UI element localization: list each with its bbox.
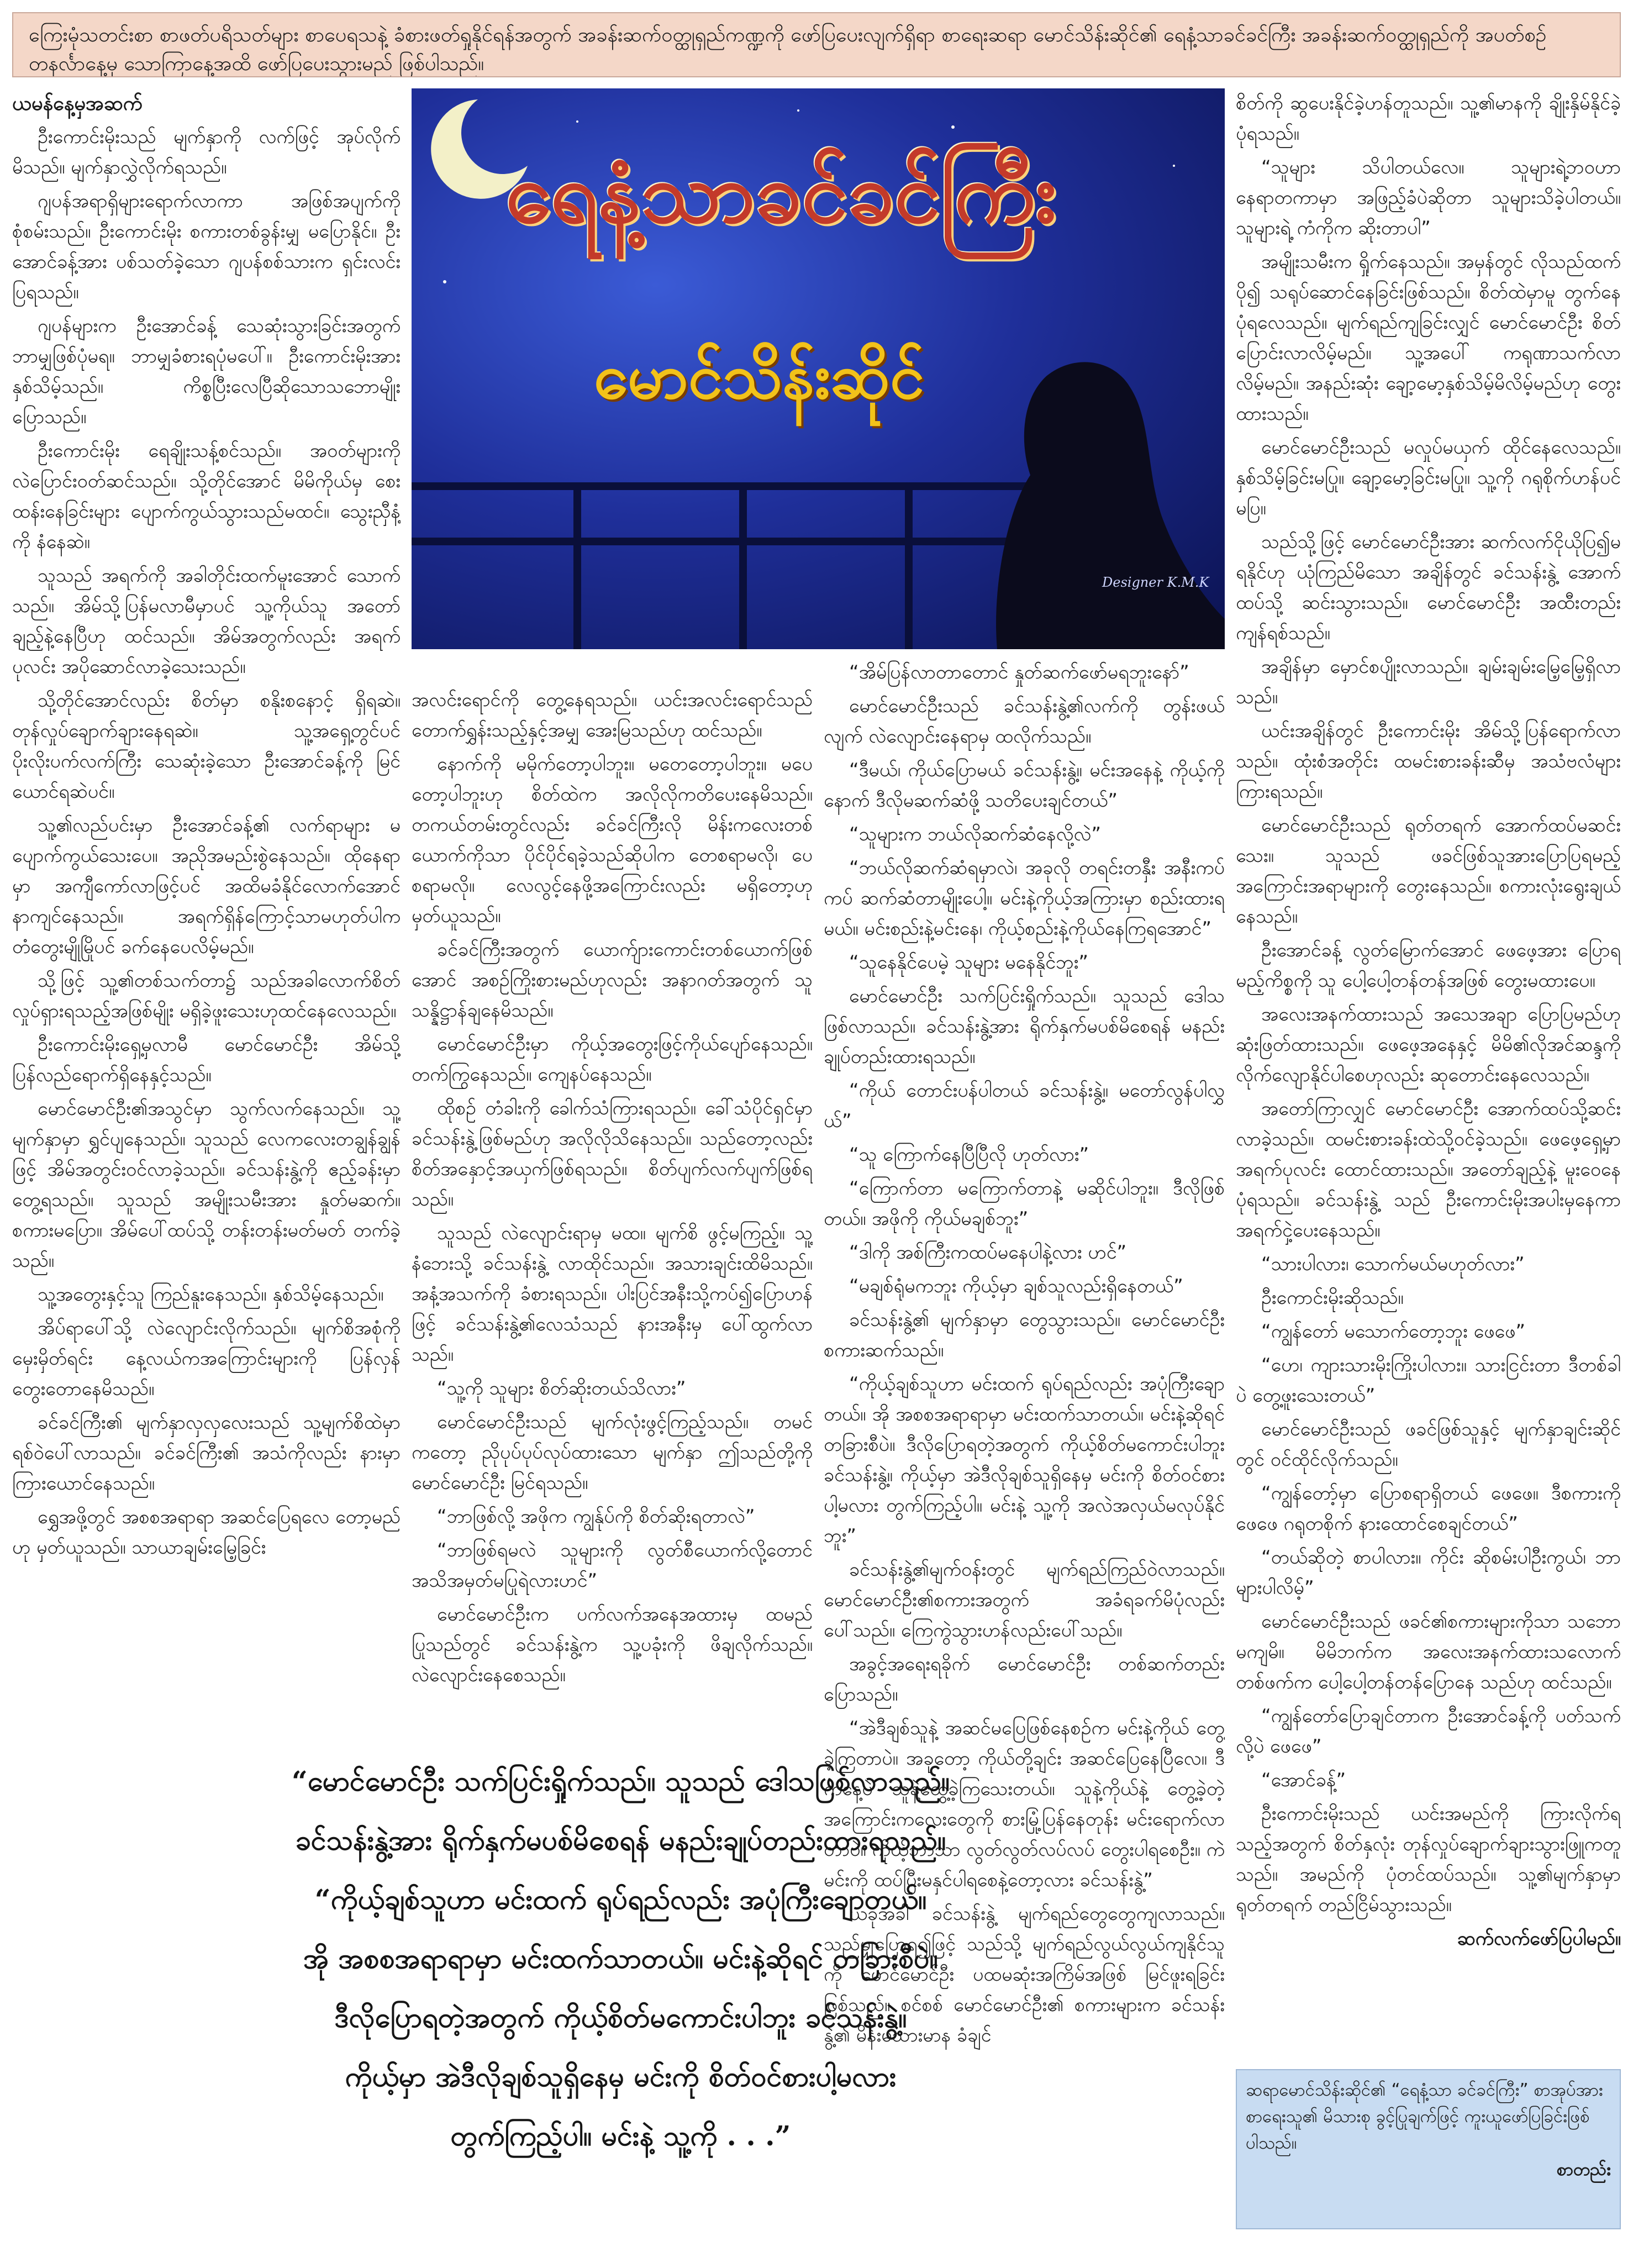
- paragraph: ယင်းအချိန်တွင် ဦးကောင်းမိုး အိမ်သို့ပြန်ရောက်လာသည်။ ထုံးစံအတိုင်း ထမင်းစားခန်းဆီမှ အသံဗလံများ ကြားရသည်။: [1236, 720, 1621, 803]
- paragraph: သူသည် အရက်ကို အခါတိုင်းထက်မူးအောင် သောက်သည်။ အိမ်သို့ပြန်မလာမီမှာပင် သူ့ကိုယ်သူ အတော်ချည့်နဲ့နေပြီဟု ထင်သည်။ အိမ်အတွက်လည်း အရက်ပုလင်း အပိုဆောင်လာခဲ့သေးသည်။: [12, 565, 401, 678]
- column-2: [412, 685, 813, 1714]
- paragraph: “သူနေနိုင်ပေမဲ့ သူများ မနေနိုင်ဘူး”: [849, 951, 1089, 973]
- paragraph: ယခုအခါ ခင်သန်းနွဲ့ မျက်ရည်တွေတွေကျလာသည်။ သည်မျှပြောရ၍ဖြင့် သည်သို့ မျက်ရည်လွယ်လွယ်ကျနိုင်သူကို မောင်မောင်ဦး ပထမဆုံးအကြိမ်အဖြစ် မြင်ဖူးရခြင်းဖြစ်သည်။ စင်စစ် မောင်မောင်ဦး၏ စကားများက ခင်သန်းနွဲ့၏ မိန်းမသားမာန ခံချင်: [824, 1903, 1225, 2046]
- paragraph: မောင်မောင်ဦးမှာ ကိုယ့်အတွေးဖြင့်ကိုယ်ပျော်နေသည်။ တက်ကြွနေသည်။ ကျေနပ်နေသည်။: [412, 1033, 813, 1086]
- window-frame: [412, 486, 1047, 649]
- paragraph: ဦးအောင်ခန့် လွတ်မြောက်အောင် ဖေဖေ့အား ပြောရမည့်ကိစ္စကို သူ ပေါ့ပေါ့တန်တန်အဖြစ် တွေးမထားပေ။: [1236, 939, 1621, 992]
- paragraph: သည်သို့ဖြင့် မောင်မောင်ဦးအား ဆက်လက်ငိုယိုပြ၍မရနိုင်ဟု ယုံကြည်မိသော အချိန်တွင် ခင်သန်းနွဲ့ အောက်ထပ်သို့ ဆင်းသွားသည်။ မောင်မောင်ဦး အထီးတည်း ကျန်ရစ်သည်။: [1236, 531, 1621, 644]
- paragraph: “ကိုယ့်ချစ်သူဟာ မင်းထက် ရုပ်ရည်လည်း အပုံကြီးချောတယ်။ အို အစစအရာရာမှာ မင်းထက်သာတယ်။ မင်းနဲ့ဆိုရင် တခြားစီပဲ။ ဒီလိုပြောရတဲ့အတွက် ကိုယ့်စိတ်မကောင်းပါဘူး ခင်သန်းနွဲ့။ ကိုယ့်မှာ အဲဒီလိုချစ်သူရှိနေမှ မင်းကို စိတ်ဝင်စားပါ့မလား တွက်ကြည့်ပါ။ မင်းနဲ့ သူ့ကို အလဲအလှယ်မလုပ်နိုင်ဘူး”: [824, 1373, 1225, 1547]
- paragraph: “ကိုယ် တောင်းပန်ပါတယ် ခင်သန်းနွဲ့။ မတော်လွန်ပါလွှယ်”: [824, 1080, 1225, 1132]
- paragraph: နောက်ကို မမိုက်တော့ပါဘူး။ မတေတော့ပါဘူး။ မပေတော့ပါဘူးဟု စိတ်ထဲက အလိုလိုကတိပေးနေမိသည်။ တကယ်တမ်းတွင်လည်း ခင်ခင်ကြီးလို မိန်းကလေးတစ်ယောက်ကိုသာ ပိုင်ပိုင်ရခဲ့သည်ဆိုပါက တေစရာမလို၊ ပေစရာမလို။ လေလွင့်နေဖို့အကြောင်းလည်း မရှိတော့ဟု မှတ်ယူသည်။: [412, 753, 813, 927]
- paragraph: “ကျွန်တော့်မှာ ပြောစရာရှိတယ် ဖေဖေ။ ဒီစကားကို ဖေဖေ ဂရုတစိုက် နားထောင်စေချင်တယ်”: [1236, 1482, 1621, 1535]
- paragraph: “ဘယ်လိုဆက်ဆံရမှာလဲ၊ အခုလို တရင်းတနှီး အနီးကပ်ကပ် ဆက်ဆံတာမျိုးပေါ့။ မင်းနဲ့ကိုယ့်အကြားမှာ စည်းထားရမယ်။ မင်းစည်းနဲ့မင်းနေ၊ ကိုယ့်စည်းနဲ့ကိုယ်နေကြရအောင်”: [824, 857, 1225, 940]
- paragraph: “မချစ်ရုံမကဘူး ကိုယ့်မှာ ချစ်သူလည်းရှိနေတယ်”: [849, 1275, 1183, 1297]
- paragraph: ဦးကောင်းမိုးရှေ့မှလာမီ မောင်မောင်ဦး အိမ်သို့ ပြန်လည်ရောက်ရှိနေနှင့်သည်။: [12, 1034, 401, 1086]
- paragraph: သို့ဖြင့် သူ့၏တစ်သက်တာ၌ သည်အခါလောက်စိတ်လှုပ်ရှားရသည့်အဖြစ်မျိုး မရှိခဲ့ဖူးသေးဟုထင်နေလေသည်။: [12, 970, 401, 1022]
- editor-signature: စာတည်း: [1556, 2160, 1611, 2180]
- paragraph: “ကျွန်တော်ပြောချင်တာက ဦးအောင်ခန့်ကို ပတ်သက်လို့ပဲ ဖေဖေ”: [1236, 1705, 1621, 1757]
- cover-designer-signature: Designer K.M.K: [1102, 575, 1209, 590]
- paragraph: ထိုစဉ် တံခါးကို ခေါက်သံကြားရသည်။ ခေါ်သံပိုင်ရှင်မှာ ခင်သန်းနွဲ့ဖြစ်မည်ဟု အလိုလိုသိနေသည်။ သည်တော့လည်း စိတ်အနှောင့်အယှက်ဖြစ်ရသည်။ စိတ်ပျက်လက်ပျက်ဖြစ်ရသည်။: [412, 1097, 813, 1211]
- paragraph: သူ့၏လည်ပင်းမှာ ဦးအောင်ခန့်၏ လက်ရာများ မပျောက်ကွယ်သေးပေ။ အညိုအမည်းစွဲနေသည်။ ထိုနေရာမှာ အကျီကော်လာဖြင့်ပင် အထိမခံနိုင်လောက်အောင် နာကျင်နေသည်။ အရက်ရှိန်ကြောင့်သာမဟုတ်ပါက တံတွေးမျိုမြိုပင် ခက်နေပေလိမ့်မည်။: [12, 814, 401, 958]
- paragraph: ဦးကောင်းမိုးဆိုသည်။: [1261, 1287, 1404, 1309]
- pull-quote-line: တွက်ကြည့်ပါ။ မင်းနဲ့ သူ့ကို . . .”: [450, 2119, 791, 2152]
- pull-quote-line: ဒီလိုပြောရတဲ့အတွက် ကိုယ့်စိတ်မကောင်းပါဘူး ခင်သန်းနွဲ့။: [334, 2001, 907, 2034]
- paragraph: “သားပါလား၊ သောက်မယ်မဟုတ်လား”: [1261, 1253, 1525, 1275]
- paragraph: “အိမ်ပြန်လာတာတောင် နှုတ်ဆက်ဖော်မရဘူးနော်”: [849, 661, 1189, 683]
- paragraph: အမျိုးသမီးက ရှိုက်နေသည်။ အမှန်တွင် လိုသည်ထက်ပို၍ သရုပ်ဆောင်နေခြင်းဖြစ်သည်။ စိတ်ထဲမှာမူ တွက်နေပုံရလေသည်။ မျက်ရည်ကျခြင်းလျှင် မောင်မောင်ဦး စိတ်ပြောင်းလာလိမ့်မည်။ သူ့အပေါ် ကရုဏာသက်လာလိမ့်မည်။ အနည်းဆုံး ချော့မော့နှစ်သိမ့်မိလိမ့်မည်ဟု တွေးထားသည်။: [1236, 251, 1621, 425]
- paragraph: အလေးအနက်ထားသည် အသေအချာ ပြောပြမည်ဟု ဆုံးဖြတ်ထားသည်။ ဖေဖေ့အနေနှင့် မိမိ၏လိုအင်ဆန္ဒကို လိုက်လျောနိုင်ပါစေဟုလည်း ဆုတောင်းနေလေသည်။: [1236, 1003, 1621, 1086]
- cover-author: မောင်သိန်းဆိုင်: [594, 341, 925, 413]
- paragraph: မောင်မောင်ဦးသည် မလှုပ်မယှက် ထိုင်နေလေသည်။ နှစ်သိမ့်ခြင်းမပြု။ ချော့မော့ခြင်းမပြု။ သူ့ကို ဂရုစိုက်ဟန်ပင် မပြ။: [1236, 436, 1621, 519]
- paragraph: “ဒါကို အစ်ကြီးကထပ်မနေပါနဲ့လား ဟင်”: [849, 1241, 1127, 1264]
- paragraph: သို့တိုင်အောင်လည်း စိတ်မှာ စနိုးစနောင့် ရှိရဆဲ။ တုန်လှုပ်ချောက်ချားနေရဆဲ။ သူ့အရှေ့တွင်ပင် ပိုးလိုးပက်လက်ကြီး သေဆုံးခဲ့သော ဦးအောင်ခန့်ကို မြင်ယောင်ရဆဲပင်။: [12, 690, 401, 803]
- outro-text: ဆရာမောင်သိန်းဆိုင်၏ “ရေနံ့သာ ခင်ခင်ကြီး” စာအုပ်အား စာရေးသူ၏ မိသားစု ခွင့်ပြုချက်ဖြင့် ကူးယူဖော်ပြခြင်းဖြစ်ပါသည်။: [1246, 2080, 1603, 2153]
- paragraph: “အောင်ခန့်”: [1261, 1769, 1346, 1791]
- paragraph: ခင်ခင်ကြီး၏ မျက်နှာလှလှလေးသည် သူ့မျက်စိထဲမှာ ရစ်ဝဲပေါ်လာသည်။ ခင်ခင်ကြီး၏ အသံကိုလည်း နားမှာ ကြားယောင်နေသည်။: [12, 1412, 401, 1495]
- paragraph: သူ့အတွေးနှင့်သူ ကြည်နူးနေသည်။ နှစ်သိမ့်နေသည်။: [38, 1283, 384, 1306]
- paragraph: ခင်ခင်ကြီးအတွက် ယောက်ျားကောင်းတစ်ယောက်ဖြစ်အောင် အစဉ်ကြိုးစားမည်ဟုလည်း အနာဂတ်အတွက် သူ သန္နိဋ္ဌာန်ချနေမိသည်။: [412, 939, 813, 1022]
- paragraph: အတော်ကြာလျှင် မောင်မောင်ဦး အောက်ထပ်သို့ဆင်းလာခဲ့သည်။ ထမင်းစားခန်းထဲသို့ဝင်ခဲ့သည်။ ဖေဖေ့ရှေ့မှာ အရက်ပုလင်း ထောင်ထားသည်။ အတော်ချည့်နဲ့ မူးဝေနေပုံရသည်။ ခင်သန်းနွဲ့ သည် ဦးကောင်းမိုးအပါးမှနေကာ အရက်ငှဲ့ပေးနေသည်။: [1236, 1098, 1621, 1241]
- cover-title: ရေနံ့သာခင်ခင်ကြီး: [505, 145, 1057, 241]
- paragraph: “သူများ သိပါတယ်လေ။ သူများရဲ့ဘဝဟာ နေရာတကာမှာ အဖြည့်ခံပဲဆိုတာ သူများသိခဲ့ပါတယ်။ သူများရဲ့ ကံကိုက ဆိုးတာပါ”: [1236, 156, 1621, 239]
- outro-note: [1236, 2069, 1621, 2229]
- paragraph: ရွှေအဖို့တွင် အစစအရာရာ အဆင်ပြေရလေ တော့မည်ဟု မှတ်ယူသည်။ သာယာချမ်းမြေ့ခြင်း: [12, 1506, 401, 1559]
- paragraph: ဦးကောင်းမိုးသည် ယင်းအမည်ကို ကြားလိုက်ရသည့်အတွက် စိတ်နှလုံး တုန်လှုပ်ချောက်ချားသွားဖြူကတူသည်။ အမည်ကို ပုံတင်ထပ်သည်။ သူ့၏မျက်နှာမှာ ရုတ်တရက် တည်ငြိမ်သွားသည်။: [1236, 1803, 1621, 1916]
- pull-quote-line: အို အစစအရာရာမှာ မင်းထက်သာတယ်။ မင်းနဲ့ဆိုရင် တခြားစီပဲ။: [303, 1942, 938, 1975]
- paragraph: အလင်းရောင်ကို တွေ့နေရသည်။ ယင်းအလင်းရောင်သည် တောက်ရွှန်းသည့်နှင့်အမျှ အေးမြသည်ဟု ထင်သည်။: [412, 689, 813, 741]
- pull-quote-line: ကိုယ့်မှာ အဲဒီလိုချစ်သူရှိနေမှ မင်းကို စိတ်ဝင်စားပါ့မလား: [345, 2060, 897, 2093]
- column-1: [12, 88, 401, 1714]
- paragraph: ဦးကောင်းမိုးသည် မျက်နှာကို လက်ဖြင့် အုပ်လိုက်မိသည်။ မျက်နှာလွှဲလိုက်ရသည်။: [12, 126, 401, 178]
- to-be-continued: ဆက်လက်ဖော်ပြပါမည်။: [1457, 1928, 1621, 1950]
- paragraph: အချိန်မှာ မှောင်စပျိုးလာသည်။ ချမ်းချမ်းမြေ့မြေ့ရှိလာသည်။: [1236, 656, 1621, 708]
- paragraph: “ကျွန်တော် မသောက်တော့ဘူး ဖေဖေ”: [1261, 1320, 1525, 1343]
- paragraph: မောင်မောင်ဦးက ပက်လက်အနေအထားမှ ထမည်ပြုသည်တွင် ခင်သန်းနွဲ့က သူ့ပခုံးကို ဖိချလိုက်သည်။ လဲလျောင်းနေစေသည်။: [412, 1603, 813, 1686]
- paragraph: မောင်မောင်ဦးသည် မျက်လုံးဖွင့်ကြည့်သည်။ တမင်ကတော့ ညိုပုပ်ပုပ်လုပ်ထားသော မျက်နှာ ဤသည်တို့ကို မောင်မောင်ဦး မြင်ရသည်။: [412, 1411, 813, 1494]
- paragraph: “တယ်ဆိုတဲ့ စာပါလား။ ကိုင်း ဆိုစမ်းပါဦးကွယ်၊ ဘာများပါလိမ့်”: [1236, 1546, 1621, 1599]
- paragraph: အခွင့်အရေးရခိုက် မောင်မောင်ဦး တစ်ဆက်တည်းပြောသည်။: [824, 1653, 1225, 1706]
- column-1-paragraphs: [12, 122, 401, 1563]
- pull-quote: [17, 1751, 1225, 2238]
- paragraph: “ဘာဖြစ်ရမလဲ သူများကို လွတ်စီယောက်လို့တောင် အသိအမှတ်မပြုရဲလားဟင်”: [412, 1539, 813, 1592]
- paragraph: ဦးကောင်းမိုး ရေချိုးသန့်စင်သည်။ အဝတ်များကို လဲပြောင်းဝတ်ဆင်သည်။ သို့တိုင်အောင် မိမိကိုယ်မှ စေးထန်းနေခြင်းများ ပျောက်ကွယ်သွားသည်မထင်။ သွေးညှီနံ့ကို နံနေဆဲ။: [12, 440, 401, 553]
- paragraph: မောင်မောင်ဦးသည် ရုတ်တရက် အောက်ထပ်မဆင်းသေး။ သူသည် ဖခင်ဖြစ်သူအားပြောပြရမည့် အကြောင်းအရာများကို တွေးနေသည်။ စကားလုံးရွေးချယ်နေသည်။: [1236, 814, 1621, 928]
- paragraph: မောင်မောင်ဦးသည် ခင်သန်းနွဲ့၏လက်ကို တွန်းဖယ်လျက် လဲလျောင်းနေရာမှ ထလိုက်သည်။: [824, 695, 1225, 748]
- column-4: [1236, 88, 1621, 2036]
- paragraph: ခင်သန်းနွဲ့၏မျက်ဝန်းတွင် မျက်ရည်ကြည်ဝဲလာသည်။ မောင်မောင်ဦး၏စကားအတွက် အခံရခက်မိပုံလည်းပေါ်သည်။ ကြေကွဲသွားဟန်လည်းပေါ်သည်။: [824, 1559, 1225, 1641]
- intro-box: [12, 12, 1621, 77]
- paragraph: “အဲဒီချစ်သူနဲ့ အဆင်မပြေဖြစ်နေစဉ်က မင်းနဲ့ကိုယ် တွေ့ခဲ့ကြတာပဲ။ အခုတော့ ကိုယ်တို့ချင်း အဆင်ပြေနေပြီလေ။ ဒီကနေ့ပဲ သူနဲ့ထွေ့ခဲ့ကြသေးတယ်။ သူနဲ့ကိုယ်နဲ့ တွေ့ခဲ့တဲ့အကြောင်းကလေးတွေကို စားမြုံ့ပြန်နေတုန်း မင်းရောက်လာတာပဲ။ ကိုယ့်ဘာသာ လွတ်လွတ်လပ်လပ် တွေးပါရစေဦး။ ကဲ မင်းကို ထပ်ပြီးမနှင်ပါရစေနဲ့တော့လား ခင်သန်းနွဲ့”: [824, 1717, 1225, 1891]
- pull-quote-line: “မောင်မောင်ဦး သက်ပြင်းရှိုက်သည်။ သူသည် ဒေါသဖြစ်လာသည်။: [291, 1765, 950, 1797]
- continued-heading: ယမန်နေ့မှအဆက်: [12, 92, 143, 115]
- woman-silhouette: [996, 362, 1225, 649]
- paragraph: “ဒီမယ်၊ ကိုယ်ပြောမယ် ခင်သန်းနွဲ့။ မင်းအနေနဲ့ ကိုယ့်ကို နောက် ဒီလိုမဆက်ဆံဖို့ သတိပေးချင်တယ်”: [824, 759, 1225, 812]
- paragraph: မောင်မောင်ဦး၏အသွင်မှာ သွက်လက်နေသည်။ သူ့မျက်နှာမှာ ရွှင်ပျနေသည်။ သူသည် လေကလေးတချွန်ချွန်ဖြင့် အိမ်အတွင်းဝင်လာခဲ့သည်။ ခင်သန်းနွဲ့ကို ဧည့်ခန်းမှာတွေ့ရသည်။ သူသည် အမျိုးသမီးအား နှုတ်မဆက်။ စကားမပြော။ အိမ်ပေါ်ထပ်သို့ တန်းတန်းမတ်မတ် တက်ခဲ့သည်။: [12, 1098, 401, 1272]
- paragraph: “ဘာဖြစ်လို့ အဖိုက ကျွန်ုပ်ကို စိတ်ဆိုးရတာလဲ”: [437, 1506, 755, 1528]
- paragraph: အိပ်ရာပေါ်သို့ လဲလျောင်းလိုက်သည်။ မျက်စိအစုံကို မှေးမှိတ်ရင်း နေ့လယ်ကအကြောင်းများကို ပြန်လှန်တွေးတောနေမိသည်။: [12, 1317, 401, 1400]
- pull-quote-line: “ကိုယ့်ချစ်သူဟာ မင်းထက် ရုပ်ရည်လည်း အပုံကြီးချောတယ်။: [314, 1883, 927, 1916]
- paragraph: ဂျပန်များက ဦးအောင်ခန့် သေဆုံးသွားခြင်းအတွက် ဘာမျှဖြစ်ပုံမရ။ ဘာမျှခံစားရပုံမပေါ်။ ဦးကောင်းမိုးအား နှစ်သိမ့်သည်။ ကိစ္စပြီးလေပြီဆိုသောသဘောမျိုးပြောသည်။: [12, 315, 401, 428]
- paragraph: “သူ့ကို သူများ စိတ်ဆိုးတယ်သိလား”: [437, 1377, 686, 1399]
- column-4-paragraphs: [1236, 88, 1621, 1920]
- paragraph: “ဟေ၊ ကျားသားမိုးကြိုးပါလား။ သားငြင်းတာ ဒီတစ်ခါပဲ တွေ့ဖူးသေးတယ်”: [1236, 1354, 1621, 1407]
- column-2-paragraphs: [412, 685, 813, 1691]
- paragraph: စိတ်ကို ဆွပေးနိုင်ခဲ့ဟန်တူသည်။ သူ့၏မာနကို ချိုးနှိမ်နိုင်ခဲ့ပုံရသည်။: [1236, 92, 1621, 145]
- paragraph: “ကြောက်တာ မကြောက်တာနဲ့ မဆိုင်ပါဘူး။ ဒီလိုဖြစ်တယ်။ အဖိုကို ကိုယ်မချစ်ဘူး”: [824, 1177, 1225, 1230]
- paragraph: မောင်မောင်ဦးသည် ဖခင်၏စကားများကိုသာ သဘောမကျမိ။ မိမိဘက်က အလေးအနက်ထားသလောက် တစ်ဖက်က ပေါ့ပေါ့တန်တန်ပြောနေ သည်ဟု ထင်သည်။: [1236, 1611, 1621, 1693]
- paragraph: ဂျပန်အရာရှိများရောက်လာကာ အဖြစ်အပျက်ကို စုံစမ်းသည်။ ဦးကောင်းမိုး စကားတစ်ခွန်းမျှ မပြောနိုင်။ ဦးအောင်ခန့်အား ပစ်သတ်ခဲ့သော ဂျပန်စစ်သားက ရှင်းလင်းပြရသည်။: [12, 190, 401, 303]
- book-cover-image: [412, 88, 1225, 649]
- paragraph: ခင်သန်းနွဲ့၏ မျက်နှာမှာ တွေသွားသည်။ မောင်မောင်ဦးစကားဆက်သည်။: [824, 1309, 1225, 1361]
- paragraph: မောင်မောင်ဦး သက်ပြင်းရှိုက်သည်။ သူသည် ဒေါသဖြစ်လာသည်။ ခင်သန်းနွဲ့အား ရိုက်နှက်မပစ်မိစေရန် မနည်းချုပ်တည်းထားရသည်။: [824, 985, 1225, 1068]
- pull-quote-line: ခင်သန်းနွဲ့အား ရိုက်နှက်မပစ်မိစေရန် မနည်းချုပ်တည်းထားရသည်။: [295, 1824, 946, 1856]
- paragraph: “သူ ကြောက်နေပြီပြီလို ဟုတ်လား”: [849, 1144, 1089, 1166]
- paragraph: “သူများက ဘယ်လိုဆက်ဆံနေလို့လဲ”: [849, 823, 1102, 845]
- paragraph: သူသည် လဲလျောင်းရာမှ မထ။ မျက်စိ ဖွင့်မကြည့်။ သူ့နံဘေးသို့ ခင်သန်းနွဲ့ လာထိုင်သည်။ အသားချင်းထိမိသည်။ အနံ့အသက်ကို ခံစားရသည်။ ပါးပြင်အနီးသို့ကပ်၍ပြောဟန်ဖြင့် ခင်သန်းနွဲ့၏လေသံသည် နားအနီးမှ ပေါ်ထွက်လာသည်။: [412, 1222, 813, 1366]
- paragraph: မောင်မောင်ဦးသည် ဖခင်ဖြစ်သူနှင့် မျက်နှာချင်းဆိုင်တွင် ဝင်ထိုင်လိုက်သည်။: [1236, 1418, 1621, 1471]
- intro-text: ကြေးမုံသတင်းစာ စာဖတ်ပရိသတ်များ စာပေရသနဲ့ ခံစားဖတ်ရှုနိုင်ရန်အတွက် အခန်းဆက်ဝတ္ထုရှည်ကဏ္ဍကို ဖော်ပြပေးလျက်ရှိရာ စာရေးဆရာ မောင်သိန်းဆိုင်၏ ရေနံ့သာခင်ခင်ကြီး အခန်းဆက်ဝတ္ထုရှည်ကို အပတ်စဉ် တနင်္လာနေ့မှ သောကြာနေ့အထိ ဖော်ပြပေးသွားမည် ဖြစ်ပါသည်။: [29, 24, 1547, 75]
